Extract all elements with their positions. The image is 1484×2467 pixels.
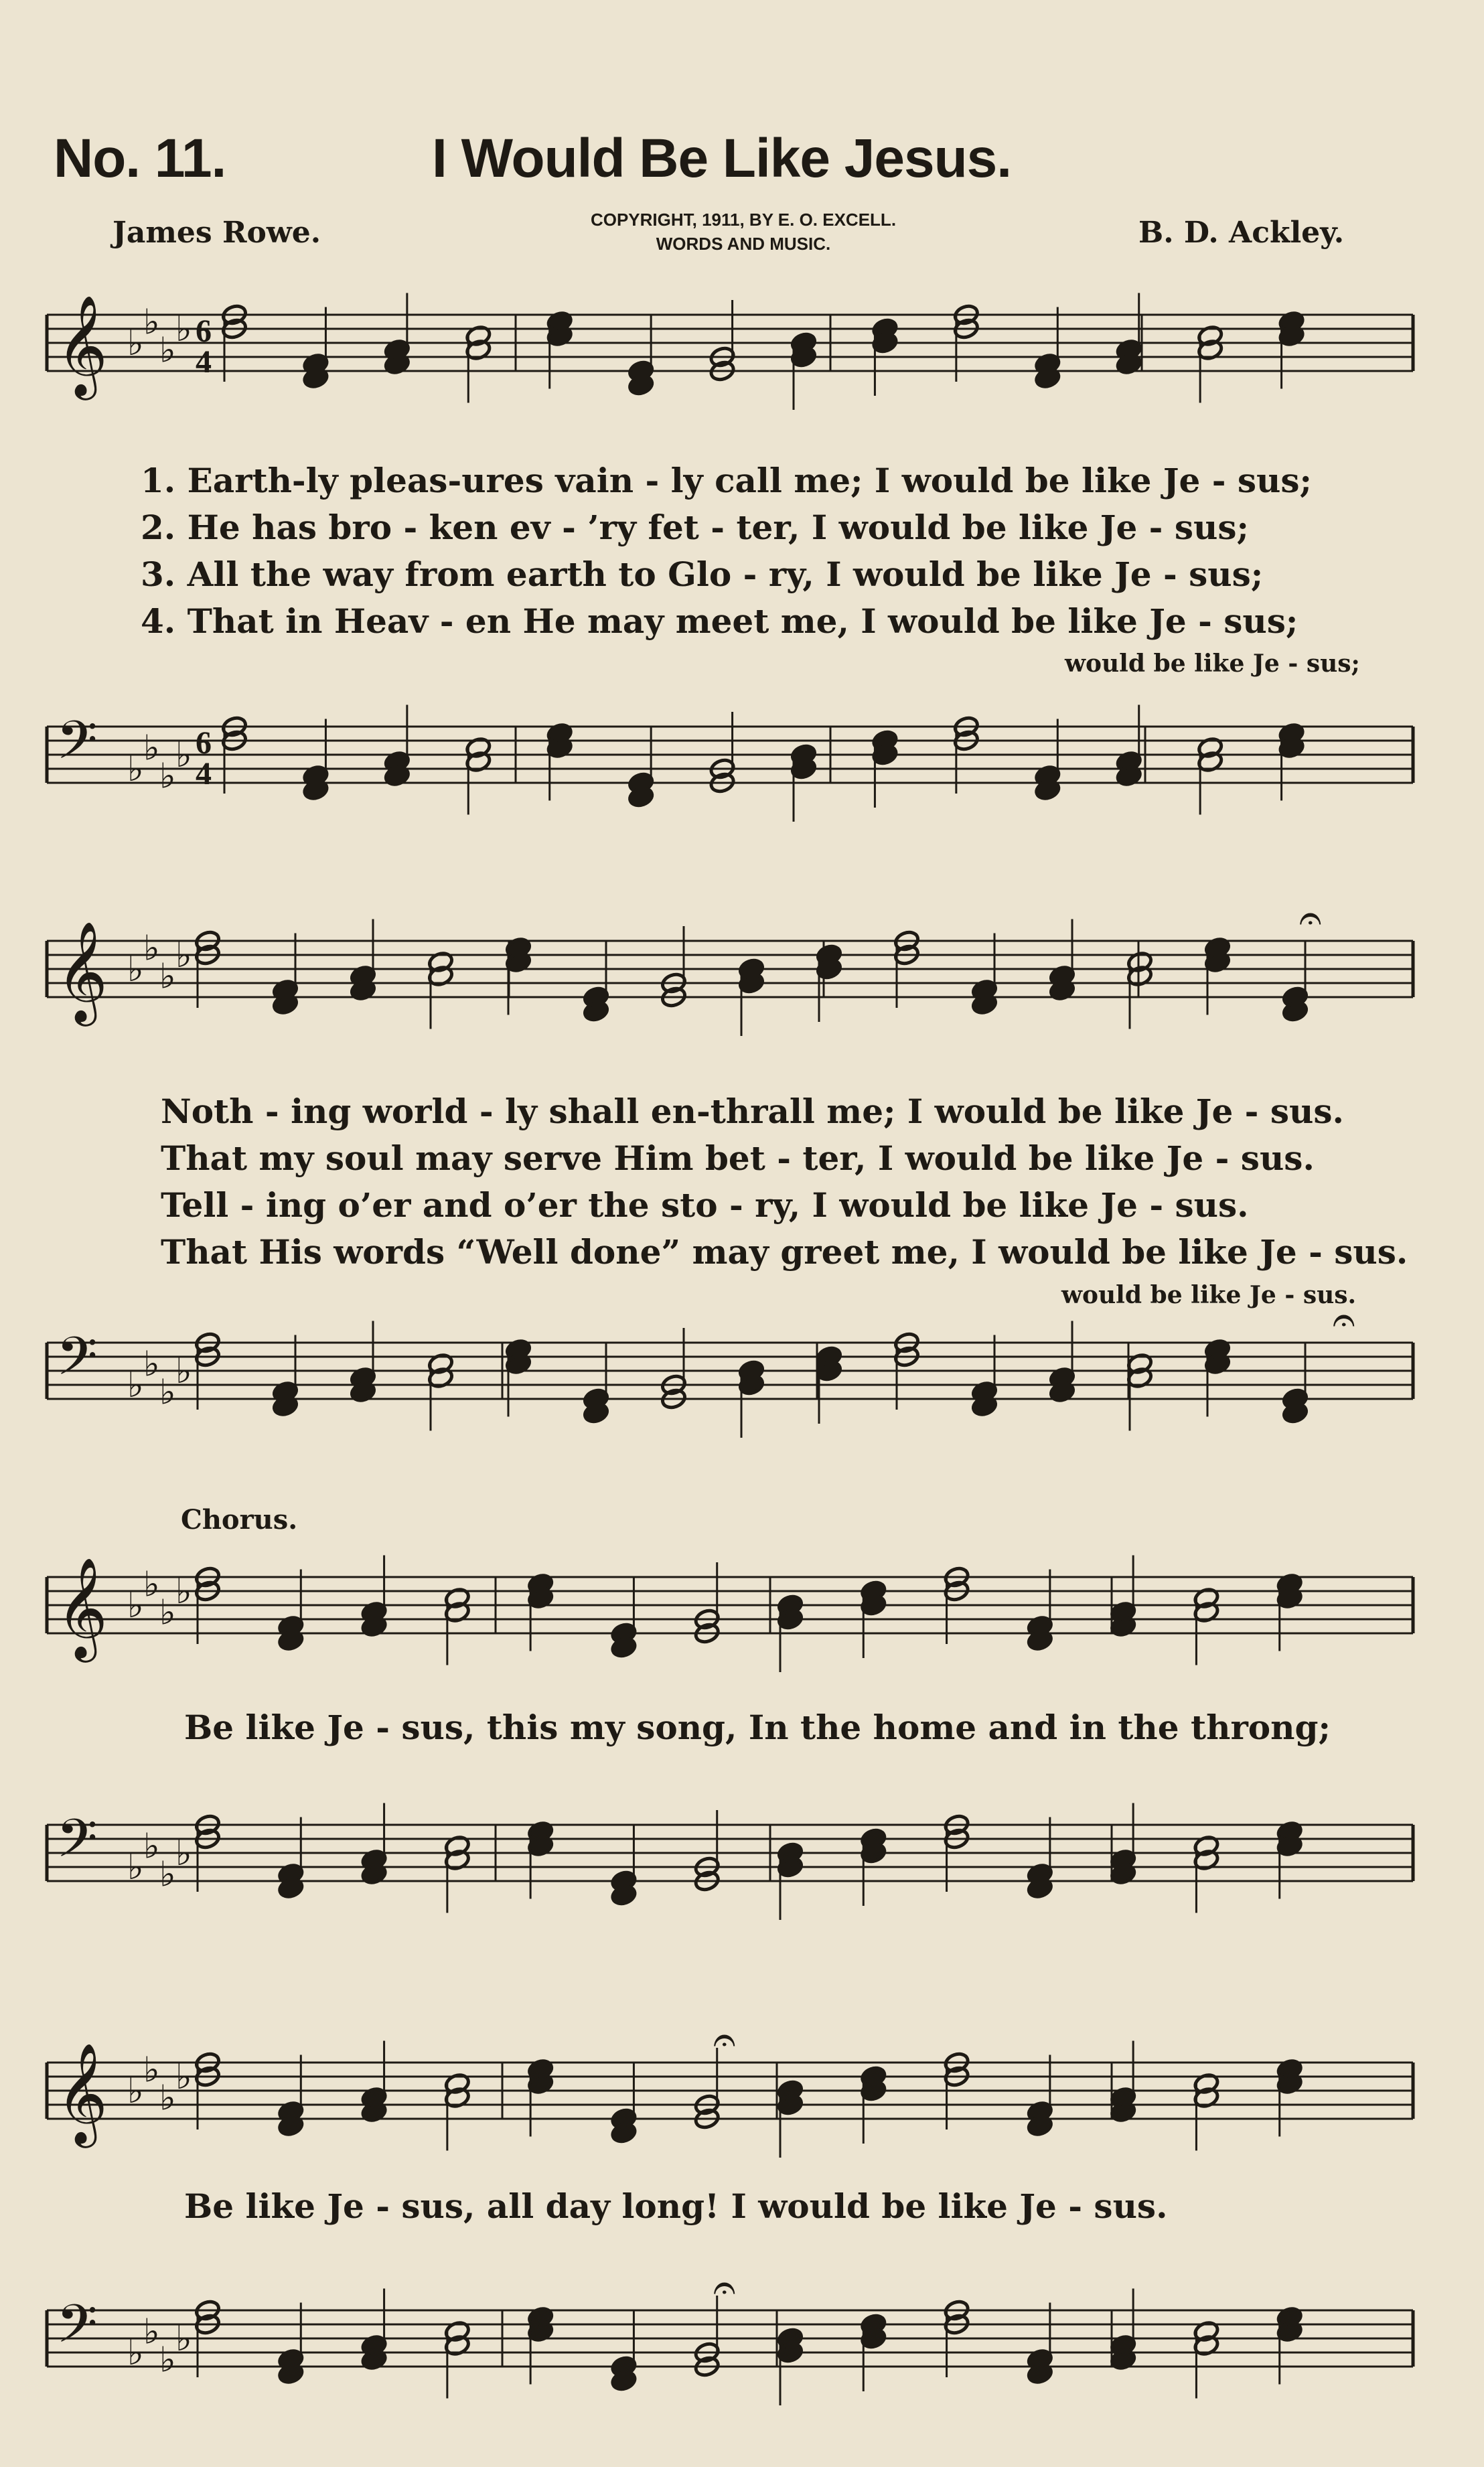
flat-icon: ♭ (159, 956, 176, 997)
bass-staff (40, 2247, 1420, 2421)
time-signature-bottom: 4 (196, 756, 212, 792)
verse-text: He has bro - ken ev - ’ry fet - ter, I would be like Je - sus; (187, 508, 1249, 547)
flat-icon: ♭ (127, 1848, 144, 1888)
flat-icon: ♭ (175, 1834, 192, 1874)
bass-clef-icon: 𝄢 (56, 1807, 98, 1882)
bass-clef-icon: 𝄢 (56, 2293, 98, 2368)
flat-icon: ♭ (127, 2333, 144, 2373)
flat-icon: ♭ (159, 1372, 176, 1413)
flat-icon: ♭ (159, 330, 176, 371)
time-signature-top: 6 (196, 725, 212, 761)
flat-icon: ♭ (143, 2050, 160, 2091)
flat-icon: ♭ (159, 1592, 176, 1633)
treble-staff (40, 1999, 1420, 2166)
flat-icon: ♭ (143, 2312, 160, 2352)
verse-line: That my soul may serve Him bet - ter, I would be like Je - sus. (161, 1138, 1315, 1178)
flat-icon: ♭ (175, 1351, 192, 1392)
echo-lyric: would be like Je - sus. (1061, 1281, 1357, 1309)
flat-icon: ♭ (127, 2071, 144, 2111)
flat-icon: ♭ (159, 2340, 176, 2381)
treble-staff (40, 895, 1420, 1075)
bass-clef-icon: 𝄢 (56, 1325, 98, 1400)
flat-icon: ♭ (175, 2057, 192, 2097)
verse-line (141, 554, 1263, 594)
music-system-4 (40, 1999, 1420, 2454)
flat-icon: ♭ (175, 2319, 192, 2359)
fermata-icon: 𝄐 (713, 2264, 736, 2311)
flat-icon: ♭ (127, 323, 144, 364)
verse-line: That His words “Well done” may greet me, I would be like Je - sus. (161, 1232, 1408, 1272)
verse-line (141, 461, 1312, 500)
chorus-line: Be like Je - sus, all day long! I would be like Je - sus. (184, 2186, 1168, 2226)
fermata-icon: 𝄐 (1333, 1296, 1355, 1343)
flat-icon: ♭ (127, 749, 144, 790)
music-system-2 (40, 895, 1420, 1443)
fermata-icon: 𝄐 (713, 2016, 736, 2063)
treble-clef-icon: 𝄞 (56, 2042, 108, 2144)
fermata-icon: 𝄐 (1299, 895, 1322, 942)
hymn-number: No. 11. (54, 128, 226, 189)
flat-icon: ♭ (159, 756, 176, 797)
flat-icon: ♭ (143, 928, 160, 969)
music-system-3 (40, 1493, 1420, 1962)
echo-lyric: would be like Je - sus; (1065, 650, 1360, 678)
flat-icon: ♭ (127, 1586, 144, 1626)
flat-icon: ♭ (143, 1826, 160, 1867)
flat-icon: ♭ (127, 1365, 144, 1406)
treble-staff (40, 1540, 1420, 1694)
flat-icon: ♭ (175, 309, 192, 350)
verse-text: Earth-ly pleas-ures vain - ly call me; I would be like Je - sus; (187, 461, 1312, 500)
verse-number: 2. (141, 508, 176, 547)
flat-icon: ♭ (175, 936, 192, 976)
verse-line (141, 508, 1249, 547)
verse-text: That in Heav - en He may meet me, I would be like Je - sus; (187, 601, 1298, 641)
copyright-notice (509, 208, 978, 256)
hymn-author: James Rowe. (113, 216, 321, 250)
chorus-label: Chorus. (181, 1504, 298, 1536)
verse-line (141, 601, 1298, 641)
flat-icon: ♭ (175, 1572, 192, 1612)
bass-staff (40, 1296, 1420, 1443)
verse-number: 4. (141, 601, 176, 641)
treble-staff (40, 288, 1420, 435)
verse-number: 1. (141, 461, 176, 500)
flat-icon: ♭ (143, 728, 160, 769)
hymn-composer: B. D. Ackley. (1138, 216, 1345, 250)
bass-staff (40, 683, 1420, 830)
flat-icon: ♭ (143, 1564, 160, 1605)
verse-text: All the way from earth to Glo - ry, I would be like Je - sus; (187, 554, 1264, 594)
chorus-line: Be like Je - sus, this my song, In the home and in the throng; (184, 1708, 1331, 1747)
flat-icon: ♭ (159, 2078, 176, 2119)
flat-icon: ♭ (127, 950, 144, 990)
time-signature-bottom: 4 (196, 344, 212, 380)
bass-clef-icon: 𝄢 (56, 709, 98, 784)
flat-icon: ♭ (175, 735, 192, 775)
treble-clef-icon: 𝄞 (56, 294, 108, 396)
verse-line: Noth - ing world - ly shall en-thrall me; I would be like Je - sus. (161, 1092, 1344, 1131)
music-system-1 (40, 288, 1420, 837)
verse-number: 3. (141, 554, 176, 594)
flat-icon: ♭ (159, 1854, 176, 1895)
time-signature-top: 6 (196, 313, 212, 349)
copyright-subline: WORDS AND MUSIC. (656, 234, 831, 254)
hymn-title: I Would Be Like Jesus. (432, 128, 1012, 189)
copyright-line: COPYRIGHT, 1911, BY E. O. EXCELL. (590, 210, 897, 230)
flat-icon: ♭ (143, 302, 160, 343)
treble-clef-icon: 𝄞 (56, 1556, 108, 1658)
verse-line: Tell - ing o’er and o’er the sto - ry, I would be like Je - sus. (161, 1185, 1249, 1225)
treble-clef-icon: 𝄞 (56, 920, 108, 1022)
flat-icon: ♭ (143, 1344, 160, 1385)
bass-staff (40, 1761, 1420, 1922)
